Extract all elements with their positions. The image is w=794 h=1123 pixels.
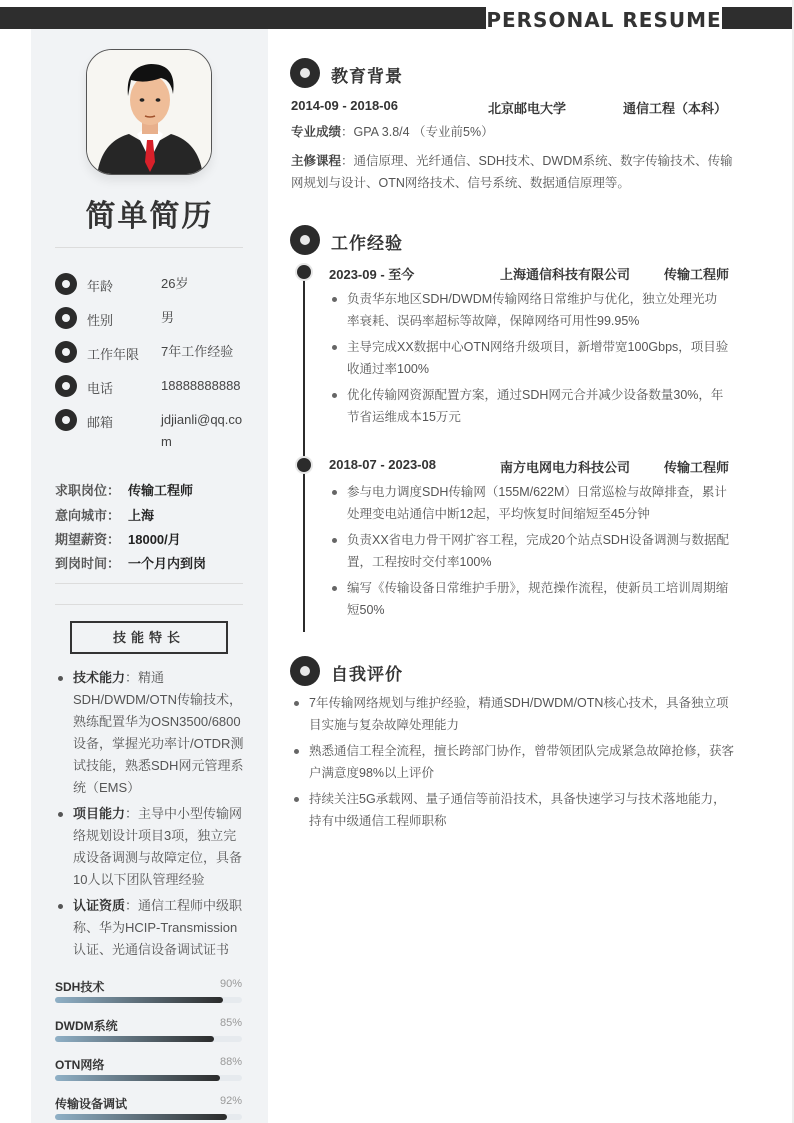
skill-text: ：精通SDH/DWDM/OTN传输技术，熟练配置华为OSN3500/6800设备，掌握光功率计/OTDR测试技能，熟悉SDH网元管理系统（EMS）: [73, 670, 244, 795]
intent-value: 传输工程师: [128, 483, 194, 498]
skill-bar-fill: [55, 1114, 227, 1120]
sidebar: [31, 29, 268, 1123]
divider: [55, 247, 243, 248]
job-bullets: [329, 288, 729, 432]
skill-bar-percent: 88%: [219, 1056, 242, 1068]
education-major: 通信工程（本科）: [623, 101, 728, 116]
info-label: 邮箱: [87, 415, 114, 430]
divider: [55, 583, 243, 584]
intent-value: 一个月内到岗: [128, 556, 207, 571]
info-label: 工作年限: [87, 347, 140, 362]
skill-bar-otn: [55, 1056, 242, 1073]
intent-label: 到岗时间：: [55, 556, 121, 571]
job-role: 传输工程师: [664, 267, 730, 282]
intent-label: 意向城市：: [55, 508, 121, 523]
section-title-education: 教育背景: [331, 67, 403, 86]
education-gpa: [291, 121, 736, 143]
timeline-dot-icon: [297, 458, 311, 472]
portrait-illustration: [87, 50, 212, 175]
skill-item: [55, 667, 245, 799]
skill-label: 项目能力: [73, 806, 126, 821]
skill-bar-track: [55, 1075, 242, 1081]
self-eval-item: 持续关注5G承载网、量子通信等前沿技术，具备快速学习与技术落地能力，持有中级通信工程师职称: [291, 788, 736, 832]
intent-value: 18000/月: [128, 532, 181, 547]
section-title-self-eval: 自我评价: [331, 665, 403, 684]
info-value[interactable]: jdjianli@qq.com: [161, 412, 243, 449]
gpa-text: ：GPA 3.8/4 （专业前5%）: [341, 125, 494, 139]
intent-label: 期望薪资：: [55, 532, 121, 547]
skill-item: [55, 895, 245, 961]
skill-bar-fill: [55, 1036, 214, 1042]
job-bullets: [329, 481, 729, 625]
job-company: 南方电网电力科技公司: [500, 460, 631, 475]
job-role: 传输工程师: [664, 460, 730, 475]
ring-icon: [55, 273, 77, 295]
skill-item: [55, 803, 245, 891]
intent-label: 求职岗位：: [55, 483, 121, 498]
intent-position: [55, 480, 193, 499]
skill-bar-track: [55, 1036, 242, 1042]
skill-bar-fill: [55, 997, 223, 1003]
skill-bar-debug: [55, 1095, 242, 1112]
education-school: 北京邮电大学: [488, 101, 567, 116]
skill-text: ：通信工程师中级职称、华为HCIP-Transmission认证、光通信设备调试证书: [73, 898, 243, 957]
header-title: PERSONAL RESUME: [486, 3, 722, 33]
section-ring-icon: [290, 225, 320, 255]
info-label: 性别: [87, 313, 114, 328]
job-bullet: 编写《传输设备日常维护手册》，规范操作流程，使新员工培训周期缩短50%: [329, 577, 729, 621]
skill-bar-track: [55, 997, 242, 1003]
avatar: [86, 49, 212, 175]
skill-bar-track: [55, 1114, 242, 1120]
info-value: 26岁: [161, 276, 189, 291]
skill-bar-fill: [55, 1075, 220, 1081]
timeline-dot-icon: [297, 265, 311, 279]
resume-name: 简单简历: [85, 199, 214, 234]
skill-list: [55, 667, 245, 965]
education-period: 2014-09 - 2018-06: [291, 98, 398, 113]
job-bullet: 负责XX省电力骨干网扩容工程，完成20个站点SDH设备调测与数据配置，工程按时交付率100%: [329, 529, 729, 573]
ring-icon: [55, 341, 77, 363]
job-bullet: 主导完成XX数据中心OTN网络升级项目，新增带宽100Gbps，项目验收通过率100%: [329, 336, 729, 380]
intent-city: [55, 505, 154, 524]
courses-text: ：通信原理、光纤通信、SDH技术、DWDM系统、数字传输技术、传输网规划与设计、OTN网络技术、信号系统、数据通信原理等。: [291, 154, 733, 190]
skill-bar-label: OTN网络: [55, 1058, 105, 1072]
ring-icon: [55, 307, 77, 329]
timeline-line: [303, 272, 305, 632]
section-ring-icon: [290, 656, 320, 686]
divider: [55, 604, 243, 605]
info-value: 7年工作经验: [161, 344, 234, 359]
intent-value: 上海: [128, 508, 155, 523]
section-title-work: 工作经验: [331, 234, 403, 253]
skill-label: 认证资质: [73, 898, 126, 913]
skill-bar-label: DWDM系统: [55, 1019, 118, 1033]
job-period: 2018-07 - 2023-08: [329, 457, 436, 472]
skill-bar-percent: 90%: [219, 978, 242, 990]
self-eval-item: 熟悉通信工程全流程，擅长跨部门协作，曾带领团队完成紧急故障抢修，获客户满意度98%以上评价: [291, 740, 736, 784]
skill-bar-sdh: [55, 978, 242, 995]
skill-bar-label: 传输设备调试: [55, 1097, 128, 1111]
skill-bar-percent: 85%: [219, 1017, 242, 1029]
education-courses: [291, 150, 736, 194]
section-ring-icon: [290, 58, 320, 88]
self-eval-list: [291, 692, 736, 836]
job-bullet: 负责华东地区SDH/DWDM传输网络日常维护与优化，独立处理光功率衰耗、误码率超标等故障，保障网络可用性99.95%: [329, 288, 729, 332]
gpa-label: 专业成绩: [291, 125, 342, 139]
skills-heading: 技能特长: [70, 621, 228, 654]
skill-label: 技术能力: [73, 670, 126, 685]
skill-bar-label: SDH技术: [55, 980, 105, 994]
skill-bar-dwdm: [55, 1017, 242, 1034]
job-company: 上海通信科技有限公司: [500, 267, 631, 282]
courses-label: 主修课程: [291, 154, 342, 168]
job-period: 2023-09 - 至今: [329, 267, 415, 282]
intent-salary: [55, 529, 181, 548]
self-eval-item: 7年传输网络规划与维护经验，精通SDH/DWDM/OTN核心技术，具备独立项目实施与复杂故障处理能力: [291, 692, 736, 736]
skill-text: ：主导中小型传输网络规划设计项目3项，独立完成设备调测与故障定位，具备10人以下团队管理经验: [73, 806, 243, 887]
job-bullet: 参与电力调度SDH传输网（155M/622M）日常巡检与故障排查，累计处理变电站通信中断12起，平均恢复时间缩短至45分钟: [329, 481, 729, 525]
intent-start: [55, 553, 206, 572]
job-bullet: 优化传输网资源配置方案，通过SDH网元合并减少设备数量30%，年节省运维成本15万元: [329, 384, 729, 428]
info-value: 男: [161, 310, 175, 325]
ring-icon: [55, 375, 77, 397]
ring-icon: [55, 409, 77, 431]
info-label: 年龄: [87, 279, 114, 294]
info-value: 18888888888: [161, 378, 241, 393]
info-label: 电话: [87, 381, 114, 396]
skill-bar-percent: 92%: [219, 1095, 242, 1107]
